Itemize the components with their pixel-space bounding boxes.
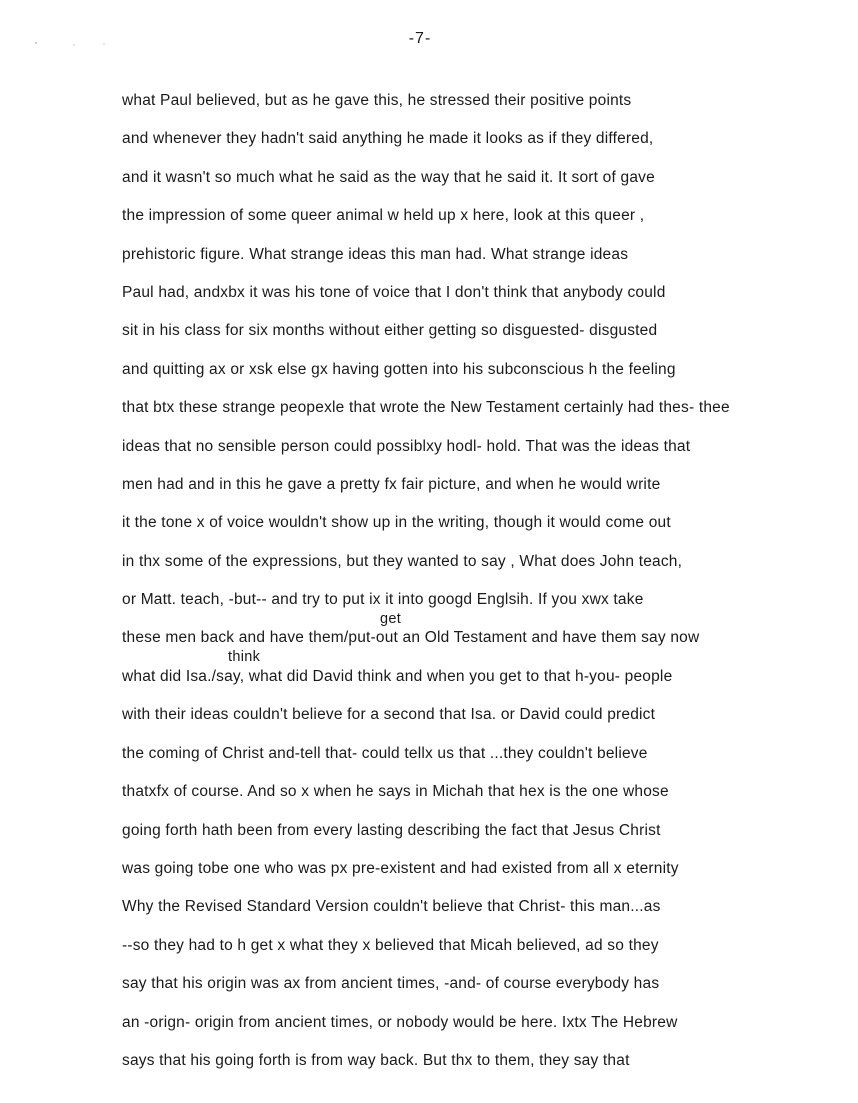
text-line: what did Isa./say, what did David think and when you get to that h-you- people xyxy=(122,668,673,685)
text-line: ideas that no sensible person could possiblxy hodl- hold. That was the ideas that xyxy=(122,438,691,455)
text-line: going forth hath been from every lasting describing the fact that Jesus Christ xyxy=(122,822,661,839)
interlinear-insert-get: get xyxy=(380,611,402,627)
text-line: what Paul believed, but as he gave this, he stressed their positive points xyxy=(122,92,632,109)
text-line: with their ideas couldn't believe for a second that Isa. or David could predict xyxy=(122,706,656,723)
text-line: and it wasn't so much what he said as the way that he said it. It sort of gave xyxy=(122,169,655,186)
text-line: in thx some of the expressions, but they wanted to say , What does John teach, xyxy=(122,553,683,570)
text-line: these men back and have them/put-out an Old Testament and have them say now xyxy=(122,629,700,646)
text-line: --so they had to h get x what they x believed that Micah believed, ad so they xyxy=(122,937,659,954)
text-line: that btx these strange peopexle that wrote the New Testament certainly had thes- thee xyxy=(122,399,730,416)
interlinear-insert-think: think xyxy=(228,649,261,665)
text-line: men had and in this he gave a pretty fx fair picture, and when he would write xyxy=(122,476,661,493)
page-number: -7- xyxy=(408,30,432,47)
text-line: and whenever they hadn't said anything he made it looks as if they differed, xyxy=(122,130,654,147)
text-line: it the tone x of voice wouldn't show up in the writing, though it would come out xyxy=(122,514,671,531)
text-line: was going tobe one who was px pre-existent and had existed from all x eternity xyxy=(122,860,679,877)
scan-speck-marks xyxy=(34,40,114,48)
text-line: the impression of some queer animal w held up x here, look at this queer , xyxy=(122,207,645,224)
text-line: sit in his class for six months without either getting so disguested- disgusted xyxy=(122,322,658,339)
text-line: say that his origin was ax from ancient times, -and- of course everybody has xyxy=(122,975,660,992)
text-line: prehistoric figure. What strange ideas this man had. What strange ideas xyxy=(122,246,629,263)
text-line: Why the Revised Standard Version couldn't believe that Christ- this man...as xyxy=(122,898,661,915)
text-line: the coming of Christ and-tell that- could tellx us that ...they couldn't believe xyxy=(122,745,648,762)
text-line: Paul had, andxbx it was his tone of voice that I don't think that anybody could xyxy=(122,284,666,301)
text-line: says that his going forth is from way back. But thx to them, they say that xyxy=(122,1052,630,1069)
text-line: or Matt. teach, -but-- and try to put ix it into googd Englsih. If you xwx take xyxy=(122,591,644,608)
text-line: thatxfx of course. And so x when he says in Michah that hex is the one whose xyxy=(122,783,669,800)
text-line: an -orign- origin from ancient times, or nobody would be here. Ixtx The Hebrew xyxy=(122,1014,678,1031)
text-line: and quitting ax or xsk else gx having gotten into his subconscious h the feeling xyxy=(122,361,676,378)
